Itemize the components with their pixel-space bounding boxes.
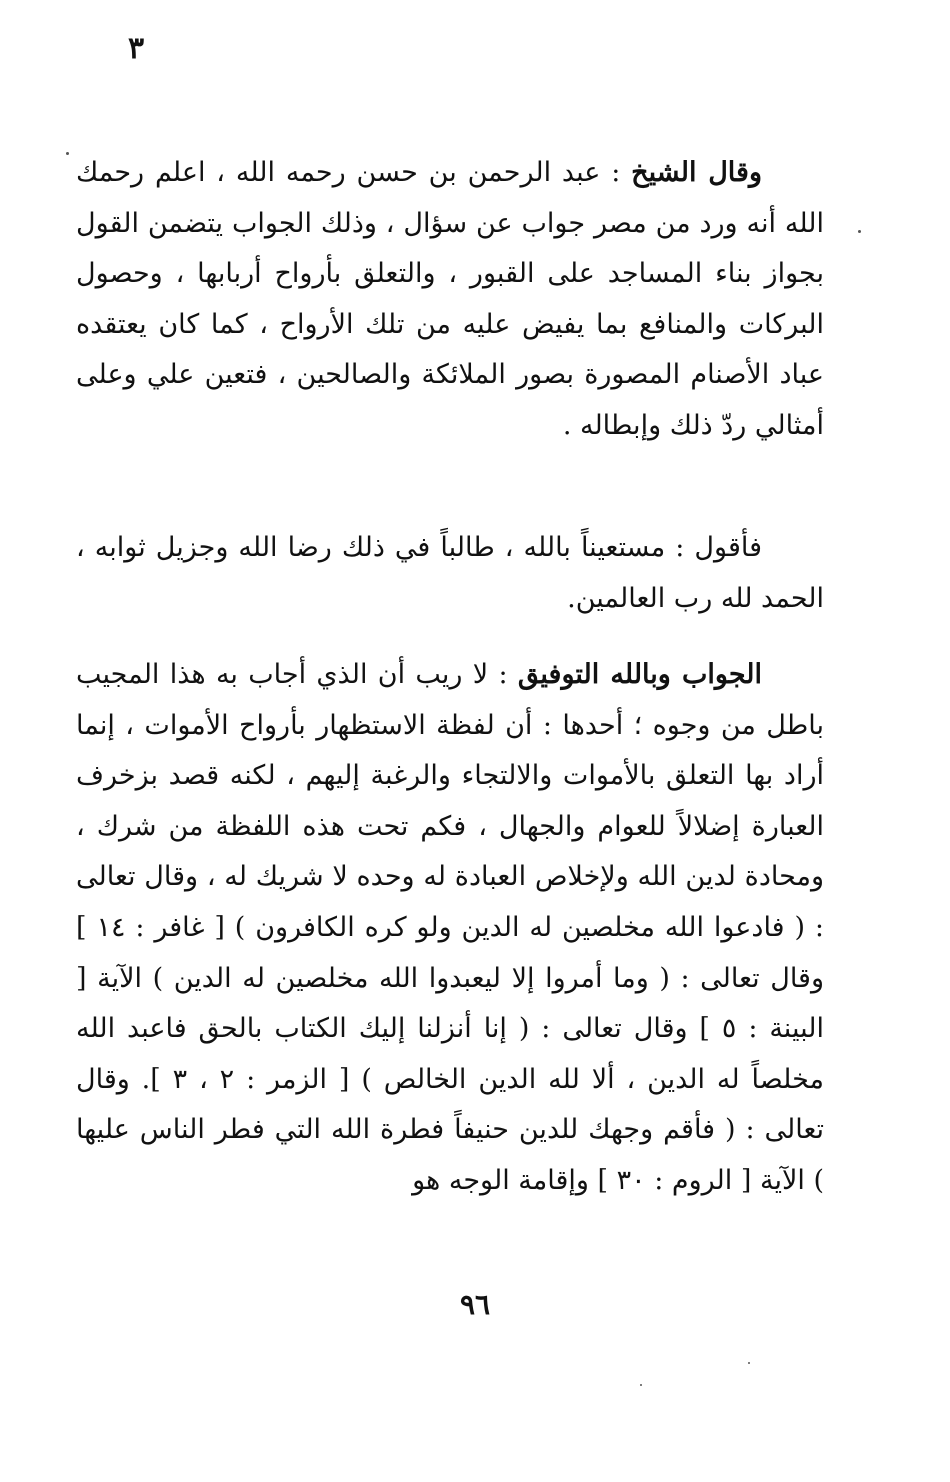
paragraph-text: : عبد الرحمن بن حسن رحمه الله ، اعلم رحمك الله أنه ورد من مصر جواب عن سؤال ، وذلك الجواب يتضمن القول بجواز بناء المساجد على القبور ، والتعلق بأرواح أربابها ، وحصول البركات والمنافع بما يفيض عليه من تلك الأرواح ، كما كان يعتقده عباد الأصنام المصورة بصور الملائكة والصالحين ، فتعين علي وعلى أمثالي ردّ ذلك وإبطاله . bbox=[76, 157, 824, 441]
paragraph-answer bbox=[76, 650, 824, 1207]
page-number: ٩٦ bbox=[459, 1288, 491, 1321]
scan-speck bbox=[748, 1362, 750, 1364]
paragraph-text: فأقول : مستعيناً بالله ، طالباً في ذلك رضا الله وجزيل ثوابه ، الحمد لله رب العالمين. bbox=[76, 532, 824, 614]
scan-speck bbox=[640, 1384, 642, 1386]
paragraph-lead: الجواب وبالله التوفيق bbox=[517, 659, 762, 690]
paragraph-opening bbox=[76, 523, 824, 624]
paragraph-sheikh-question bbox=[76, 148, 824, 452]
paragraph-lead: وقال الشيخ bbox=[631, 157, 762, 188]
corner-mark: ٣ bbox=[128, 31, 145, 66]
paragraph-text: : لا ريب أن الذي أجاب به هذا المجيب باطل من وجوه ؛ أحدها : أن لفظة الاستظهار بأرواح الأموات ، إنما أراد بها التعلق بالأموات والالتجاء والرغبة إليهم ، لكنه قصد بزخرف العبارة إضلالاً للعوام والجهال ، فكم تحت هذه اللفظة من شرك ، ومحادة لدين الله ولإخلاص العبادة له وحده لا شريك له ، وقال تعالى : ( فادعوا الله مخلصين له الدين ولو كره الكافرون ) [ غافر : ١٤ ] وقال تعالى : ( وما أمروا إلا ليعبدوا الله مخلصين له الدين ) الآية [ البينة : ٥ ] وقال تعالى : ( إنا أنزلنا إليك الكتاب بالحق فاعبد الله مخلصاً له الدين ، ألا لله الدين الخالص ) [ الزمر : ٢ ، ٣ ]. وقال تعالى : ( فأقم وجهك للدين حنيفاً فطرة الله التي فطر الناس عليها ) الآية [ الروم : ٣٠ ] وإقامة الوجه هو bbox=[76, 659, 824, 1196]
scan-speck bbox=[858, 230, 861, 233]
scan-speck bbox=[66, 152, 69, 155]
